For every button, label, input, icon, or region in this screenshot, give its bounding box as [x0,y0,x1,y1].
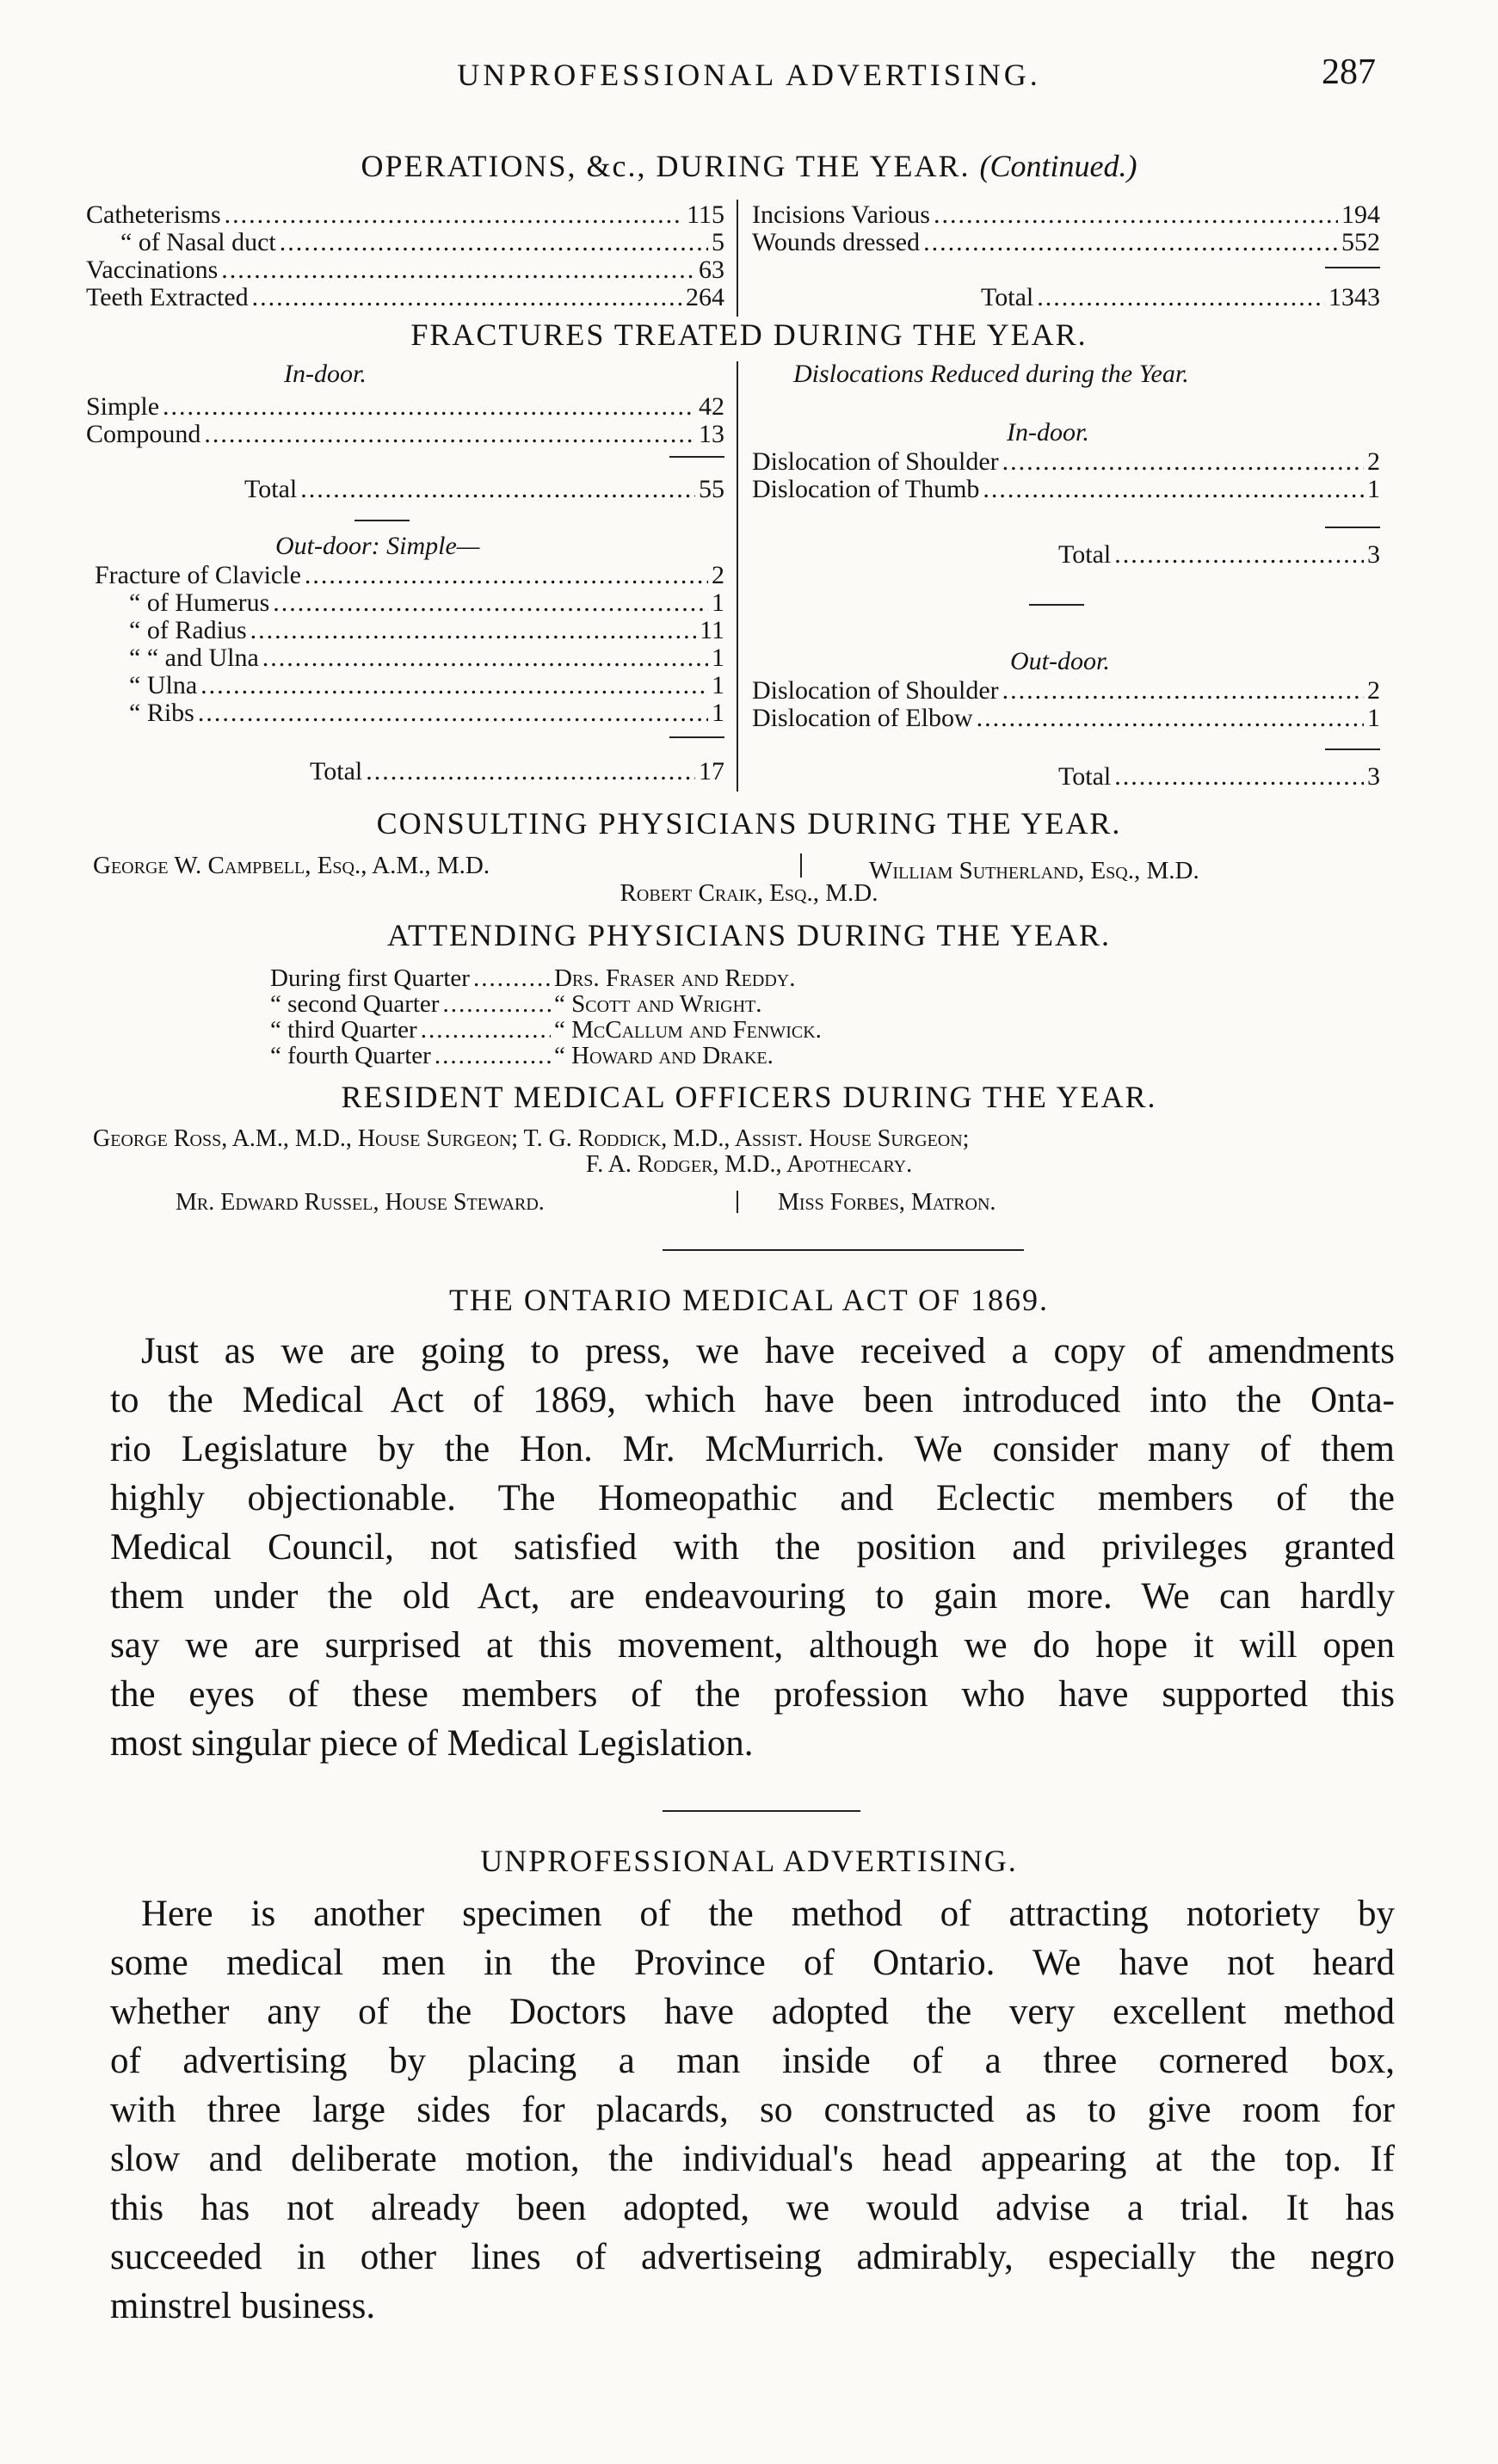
text-line: with three large sides for placards, so constructed as to give room for [110,2090,1395,2130]
ops-column-rule [737,200,738,317]
disl-indoor-total-rule [1325,527,1380,528]
text-line: Here is another specimen of the method of attracting notoriety by [141,1894,1395,1934]
consulting-divider [800,853,802,878]
fracture-row: Fracture of Clavicle ..... 2 [95,561,724,590]
ontario-paragraph [110,1327,1395,1768]
outdoor-total-row: Total ..... 17 [310,757,724,786]
fracture-row: “ of Radius ..... 11 [129,616,724,645]
text-line: some medical men in the Province of Ontario. We have not heard [110,1943,1395,1983]
outdoor-total-rule [669,736,724,738]
advertising-title: UNPROFESSIONAL ADVERTISING. [480,1844,1018,1878]
resident-line-2: F. A. Rodger, M.D., Apothecary. [585,1151,913,1178]
fracture-row: Simple ..... 42 [86,392,724,422]
disl-outdoor-heading: Out-door. [1010,647,1110,675]
section-rule [354,520,410,521]
dislocation-row: Dislocation of Elbow ..... 1 [752,704,1380,733]
attending-row: “ second Quarter ..... “ Scott and Wright. [270,991,838,1017]
disl-outdoor-total-row: Total ..... 3 [1058,762,1380,792]
running-head [0,52,1498,108]
fracture-row: “ Ribs ..... 1 [129,699,724,728]
disl-indoor-total-row: Total ..... 3 [1058,540,1380,570]
resident-matron: Miss Forbes, Matron. [778,1189,996,1216]
resident-title: RESIDENT MEDICAL OFFICERS DURING THE YEAR. [341,1080,1157,1114]
resident-line-1: George Ross, A.M., M.D., House Surgeon; T. G. Roddick, M.D., Assist. House Surgeon; [93,1125,970,1152]
section-divider [663,1249,1024,1251]
ops-left-row: Catheterisms ..... 115 [86,200,724,230]
text-line: to the Medical Act of 1869, which have been introduced into the Onta- [110,1380,1395,1420]
indoor-total-row: Total ..... 55 [244,475,724,504]
text-line: this has not already been adopted, we would advise a trial. It has [110,2188,1395,2228]
disl-outdoor-total-rule [1325,748,1380,750]
text-line: the eyes of these members of the profession who have supported this [110,1674,1395,1715]
fracture-row: “ of Humerus ..... 1 [129,588,724,618]
dislocation-row: Dislocation of Shoulder ..... 2 [752,447,1380,477]
attending-title: ATTENDING PHYSICIANS DURING THE YEAR. [387,918,1111,952]
fracture-row: “ “ and Ulna ..... 1 [129,644,724,673]
running-title: UNPROFESSIONAL ADVERTISING. [457,58,1041,92]
ops-right-row: Wounds dressed ..... 552 [752,228,1380,257]
fracture-row: “ Ulna ..... 1 [129,671,724,700]
operations-title: OPERATIONS, &c., DURING THE YEAR. (Continued.) [361,149,1137,183]
text-line: slow and deliberate motion, the individual's head appearing at the top. If [110,2139,1395,2179]
attending-row: During first Quarter ..... Drs. Fraser and Reddy. [270,965,838,991]
consulting-title: CONSULTING PHYSICIANS DURING THE YEAR. [376,806,1122,841]
dislocation-row: Dislocation of Thumb ..... 1 [752,475,1380,504]
attending-row: “ third Quarter ..... “ McCallum and Fenwick. [270,1017,838,1043]
text-line: Medical Council, not satisfied with the position and privileges granted [110,1527,1395,1568]
text-line: most singular piece of Medical Legislation. [110,1723,754,1764]
text-line: say we are surprised at this movement, although we do hope it will open [110,1625,1395,1666]
text-line: of advertising by placing a man inside of a three cornered box, [110,2041,1395,2081]
text-line: them under the old Act, are endeavouring to gain more. We can hardly [110,1576,1395,1617]
outdoor-heading: Out-door: Simple— [275,532,480,560]
text-line: succeeded in other lines of advertiseing admirably, especially the negro [110,2237,1395,2277]
indoor-total-rule [669,456,724,458]
ops-total-rule [1325,267,1380,268]
text-line: highly objectionable. The Homeopathic and Eclectic members of the [110,1478,1395,1518]
advertising-paragraph [110,1889,1395,2331]
section-rule [1029,604,1084,606]
ops-total-row: Total ..... 1343 [981,283,1380,312]
fractures-column-rule [737,361,738,792]
dislocation-row: Dislocation of Shoulder ..... 2 [752,676,1380,705]
consulting-right: William Sutherland, Esq., M.D. [869,857,1199,884]
text-line: Just as we are going to press, we have received a copy of amendments [141,1331,1395,1371]
resident-divider [737,1191,738,1213]
resident-steward: Mr. Edward Russel, House Steward. [176,1189,545,1216]
consulting-center: Robert Craik, Esq., M.D. [620,879,878,907]
indoor-heading: In-door. [284,360,367,388]
text-line: minstrel business. [110,2286,376,2326]
ops-left-row: Vaccinations ..... 63 [86,256,724,285]
text-line: whether any of the Doctors have adopted the very excellent method [110,1992,1395,2032]
ontario-title: THE ONTARIO MEDICAL ACT OF 1869. [448,1283,1050,1317]
disl-indoor-heading: In-door. [1007,418,1089,447]
ops-left-row: “ of Nasal duct ..... 5 [86,228,724,257]
page-number: 287 [1322,52,1376,92]
fracture-row: Compound ..... 13 [86,420,724,449]
dislocations-heading: Dislocations Reduced during the Year. [793,360,1189,388]
section-divider [663,1810,860,1812]
fractures-title: FRACTURES TREATED DURING THE YEAR. [410,317,1088,352]
consulting-left: George W. Campbell, Esq., A.M., M.D. [93,852,490,879]
ops-right-row: Incisions Various ..... 194 [752,200,1380,230]
text-line: rio Legislature by the Hon. Mr. McMurrich. We consider many of them [110,1429,1395,1469]
attending-row: “ fourth Quarter ..... “ Howard and Drake. [270,1043,838,1069]
ops-left-row: Teeth Extracted ..... 264 [86,283,724,312]
